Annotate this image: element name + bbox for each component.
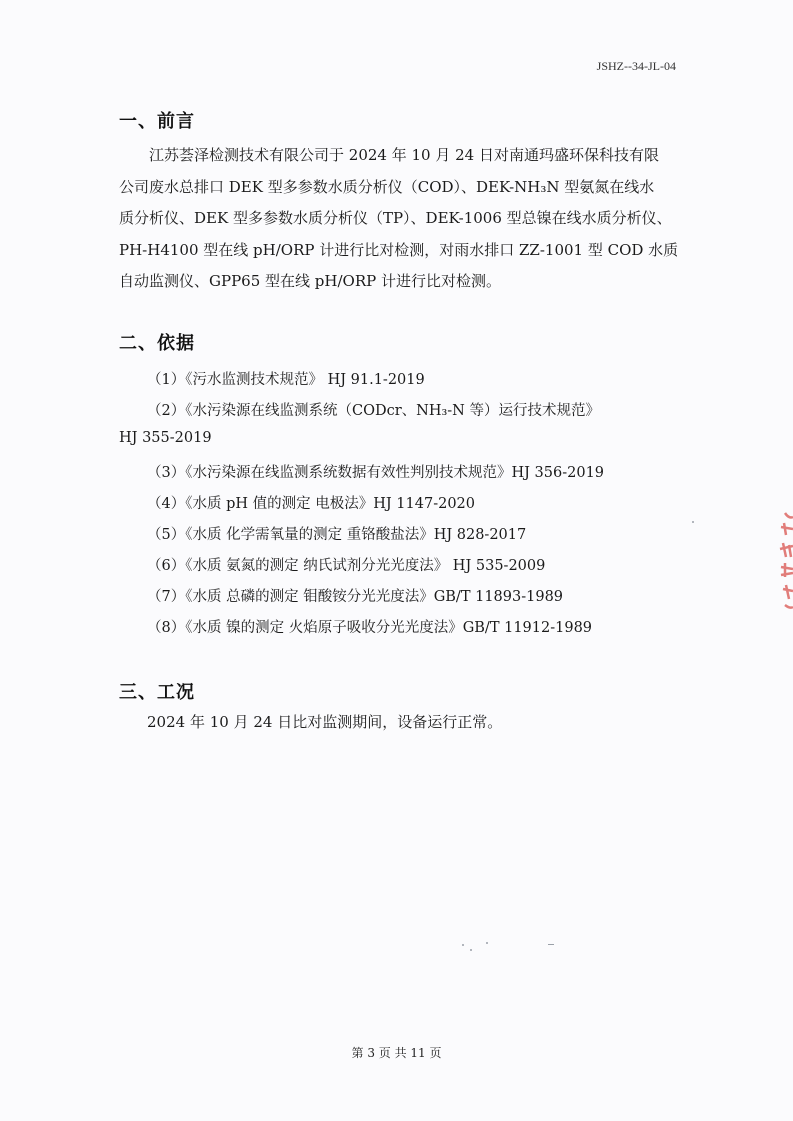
scan-speck bbox=[470, 949, 472, 951]
preface-paragraph bbox=[119, 140, 679, 298]
reference-text: （7）《水质 总磷的测定 钼酸铵分光光度法》GB/T 11893-1989 bbox=[147, 589, 564, 605]
preface-line: 质分析仪、DEK 型多参数水质分析仪（TP）、DEK-1006 型总镍在线水质分析仪、 bbox=[119, 209, 672, 227]
scan-speck bbox=[462, 944, 464, 946]
preface-line: 公司废水总排口 DEK 型多参数水质分析仪（COD）、DEK-NH₃N 型氨氮在线水 bbox=[119, 177, 655, 196]
reference-item-continuation bbox=[119, 430, 212, 446]
preface-line: 江苏荟泽检测技术有限公司于 2024 年 10 月 24 日对南通玛盛环保科技有限 bbox=[149, 146, 659, 164]
reference-text: （2）《水污染源在线监测系统（CODcr、NH₃-N 等）运行技术规范》 bbox=[147, 403, 600, 419]
scan-speck bbox=[548, 944, 554, 945]
reference-item bbox=[119, 616, 592, 637]
preface-line: PH-H4100 型在线 pH/ORP 计进行比对检测，对雨水排口 ZZ-1001 型 COD 水质 bbox=[119, 240, 679, 259]
preface-heading: 一、前言 bbox=[119, 111, 195, 132]
reference-item bbox=[119, 461, 604, 482]
page-number: 第 3 页 共 11 页 bbox=[351, 1046, 442, 1060]
reference-text: （5）《水质 化学需氧量的测定 重铬酸盐法》HJ 828-2017 bbox=[147, 527, 527, 543]
conditions-paragraph: 2024 年 10 月 24 日比对监测期间，设备运行正常。 bbox=[147, 713, 503, 731]
basis-heading: 二、依据 bbox=[119, 333, 195, 354]
scan-speck bbox=[486, 942, 488, 944]
conditions-heading: 三、工况 bbox=[119, 682, 195, 703]
reference-item bbox=[119, 492, 475, 513]
document-code: JSHZ--34-JL-04 bbox=[596, 59, 676, 73]
reference-text: HJ 355-2019 bbox=[119, 430, 212, 446]
reference-text: （8）《水质 镍的测定 火焰原子吸收分光光度法》GB/T 11912-1989 bbox=[147, 620, 593, 636]
reference-item bbox=[119, 523, 526, 544]
scan-speck bbox=[692, 521, 694, 523]
reference-text: （4）《水质 pH 值的测定 电极法》HJ 1147-2020 bbox=[147, 496, 475, 512]
reference-item bbox=[119, 368, 425, 389]
reference-item bbox=[119, 585, 563, 606]
seal-stamp-fragment bbox=[771, 505, 793, 625]
reference-text: （3）《水污染源在线监测系统数据有效性判别技术规范》HJ 356-2019 bbox=[147, 465, 605, 481]
reference-item bbox=[119, 554, 545, 575]
reference-item bbox=[119, 399, 600, 420]
reference-text: （6）《水质 氨氮的测定 纳氏试剂分光光度法》 HJ 535-2009 bbox=[147, 558, 546, 574]
reference-text: （1）《污水监测技术规范》 HJ 91.1-2019 bbox=[147, 372, 425, 388]
preface-line: 自动监测仪、GPP65 型在线 pH/ORP 计进行比对检测。 bbox=[119, 272, 501, 290]
